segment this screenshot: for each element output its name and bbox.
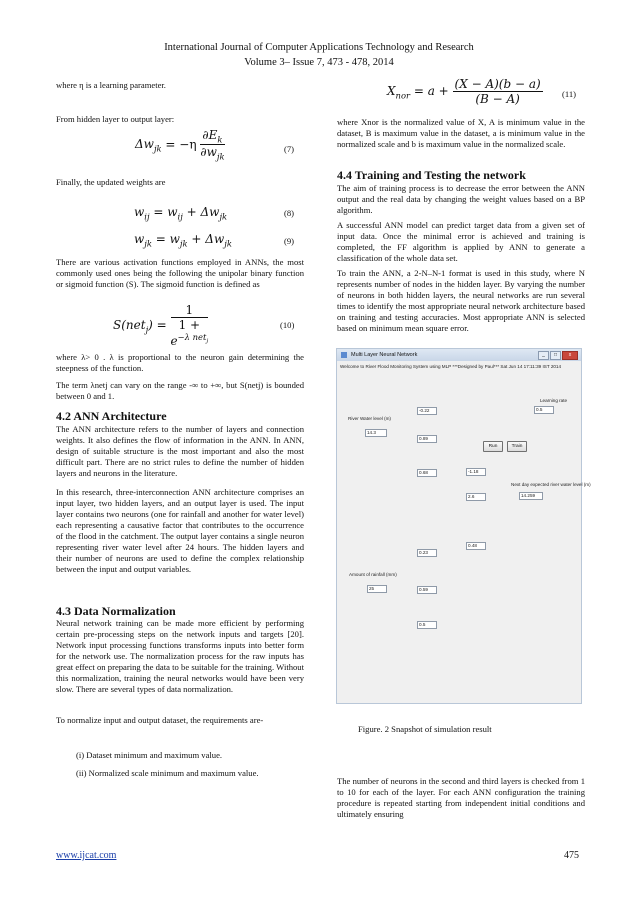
river-level-input[interactable]: 14.3: [365, 429, 387, 437]
para-architecture-1: The ANN architecture refers to the number of layers and connection weights. It also defines the flow of information in the ANN. In ANN, design of suitable structure is the most important and also the most difficult part. There are no strict rules to define the number of hidden layers and neurons in the literature.: [56, 424, 304, 478]
run-button[interactable]: Run: [483, 441, 503, 452]
page-number: 475: [564, 850, 579, 861]
equation-7-number: (7): [284, 144, 295, 154]
para-training-1: The aim of training process is to decrease the error between the ANN output and the real data by changing the weight values based on a BP algorithm.: [337, 183, 585, 215]
equation-9-number: (9): [284, 236, 295, 246]
figure-caption: Figure. 2 Snapshot of simulation result: [358, 724, 492, 734]
para-training-2: A successful ANN model can predict target data from a given set of input data. Once the minimal error is achieved and training is completed, the FF algorithm is applied by ANN to generate a classification of the whole data set.: [337, 220, 585, 263]
list-item-2: (ii) Normalized scale minimum and maximum value.: [76, 768, 259, 778]
equation-10: S(net$_j$) = 1 1 + $e^{-\lambda net_j}$: [113, 303, 209, 348]
minimize-button[interactable]: _: [538, 351, 549, 360]
para-eta: where η is a learning parameter.: [56, 80, 166, 90]
equation-11-number: (11): [562, 89, 576, 99]
heading-4-4: 4.4 Training and Testing the network: [337, 168, 526, 182]
equation-9: $w_{jk} = w_{jk} + \Delta w_{jk}$: [134, 232, 232, 249]
welcome-banner: Welcome to River Flood Monitoring System using MLP ***Designed by Paul*** Sat Jun 14 17:11:39 IST 2014: [340, 364, 562, 369]
equation-11: $X_{nor} = a$ + $\frac{(X - A)(b - a)}{(B - A)}$: [387, 77, 541, 106]
weight-field-9[interactable]: 0.5: [417, 621, 437, 629]
heading-4-2: 4.2 ANN Architecture: [56, 409, 167, 423]
learning-rate-input[interactable]: 0.5: [534, 406, 554, 414]
para-range: The term λnetj can vary on the range -∞ to +∞, but S(netj) is bounded between 0 and 1.: [56, 380, 304, 401]
equation-7: $\Delta w_{jk} = -\eta$ $\frac{\partial E_k}{\partial w_{jk}}$: [135, 128, 225, 162]
weight-field-5[interactable]: 2.6: [466, 493, 486, 501]
weight-field-6[interactable]: 0.48: [466, 542, 486, 550]
window-titlebar: [337, 349, 581, 361]
para-neurons: The number of neurons in the second and third layers is checked from 1 to 10 for each of the layer. For each ANN configuration the training procedure is repeated starting from independent initial conditions and ultimately ensuring: [337, 776, 585, 819]
para-hidden-output: From hidden layer to output layer:: [56, 114, 175, 124]
close-button[interactable]: x: [562, 351, 578, 360]
weight-field-4[interactable]: -1.18: [466, 468, 486, 476]
para-finally: Finally, the updated weights are: [56, 177, 166, 187]
para-normalization-2: To normalize input and output dataset, the requirements are-: [56, 715, 264, 725]
weight-field-2[interactable]: 0.89: [417, 435, 437, 443]
weight-field-3[interactable]: 0.68: [417, 469, 437, 477]
para-lambda: where λ> 0 . λ is proportional to the neuron gain determining the steepness of the function.: [56, 352, 304, 373]
weight-field-8[interactable]: 0.59: [417, 586, 437, 594]
train-button[interactable]: Train: [507, 441, 527, 452]
simulation-window: [336, 348, 591, 704]
list-item-1: (i) Dataset minimum and maximum value.: [76, 750, 223, 760]
journal-volume: Volume 3– Issue 7, 473 - 478, 2014: [244, 57, 394, 68]
weight-field-7[interactable]: 0.23: [417, 549, 437, 557]
river-level-label: River Water level (m): [348, 416, 391, 421]
equation-10-number: (10): [280, 320, 295, 330]
weight-field-1[interactable]: -0.22: [417, 407, 437, 415]
next-day-output: 14.259: [519, 492, 543, 500]
journal-title: International Journal of Computer Applications Technology and Research: [164, 42, 474, 53]
maximize-button[interactable]: □: [550, 351, 561, 360]
rainfall-input[interactable]: 25: [367, 585, 387, 593]
equation-8-number: (8): [284, 208, 295, 218]
learning-rate-label: Learning rate: [540, 398, 568, 403]
footer-url-link[interactable]: www.ijcat.com: [56, 850, 117, 861]
para-xnor: where Xnor is the normalized value of X, A is minimum value in the dataset, B is maximum value in the dataset, a is minimum value in the normalized scale and b is maximum value in the normalized scale.: [337, 117, 585, 149]
para-training-3: To train the ANN, a 2-N–N-1 format is used in this study, where N represents number of nodes in the hidden layer. By varying the number of neurons in both hidden layers, the neural networks are run several times to identify the most appropriate neural network architecture based on training and testing accuracies. Most appropriate ANN is selected based on minimum mean square error.: [337, 268, 585, 333]
equation-8: $w_{ij} = w_{ij} + \Delta w_{jk}$: [134, 205, 228, 222]
rainfall-label: Amount of rainfall (mm): [349, 572, 397, 577]
heading-4-3: 4.3 Data Normalization: [56, 604, 176, 618]
next-day-label: Next day expected river water level (m): [511, 482, 591, 487]
para-activation: There are various activation functions employed in ANNs, the most commonly used ones being the following the unipolar binary function or sigmoid function (S). The sigmoid function is defined as: [56, 257, 304, 289]
window-title: Multi Layer Neural Network: [351, 352, 418, 358]
para-architecture-2: In this research, three-interconnection ANN architecture comprises an input layer, two hidden layers, and an output layer is used. The input layer contains two neurons (one for rainfall and another for water level) each representing a causative factor that contributes to the occurrence of the flood in the catchment. The output layer contains a single neuron representing river water level after 24 hours. The hidden layers and their number of neurons are used to define the complex relationship between the input and output variables.: [56, 487, 304, 574]
app-icon: [341, 352, 347, 358]
para-normalization-1: Neural network training can be made more efficient by performing certain pre-processing steps on the network inputs and targets [20]. Network input processing functions transforms inputs into better form for the network use. The normalization process for the raw inputs has great effect on preparing the data to be suitable for the training. Without this normalization, training the neural networks would have been very slow. There are several types of data normalization.: [56, 618, 304, 694]
